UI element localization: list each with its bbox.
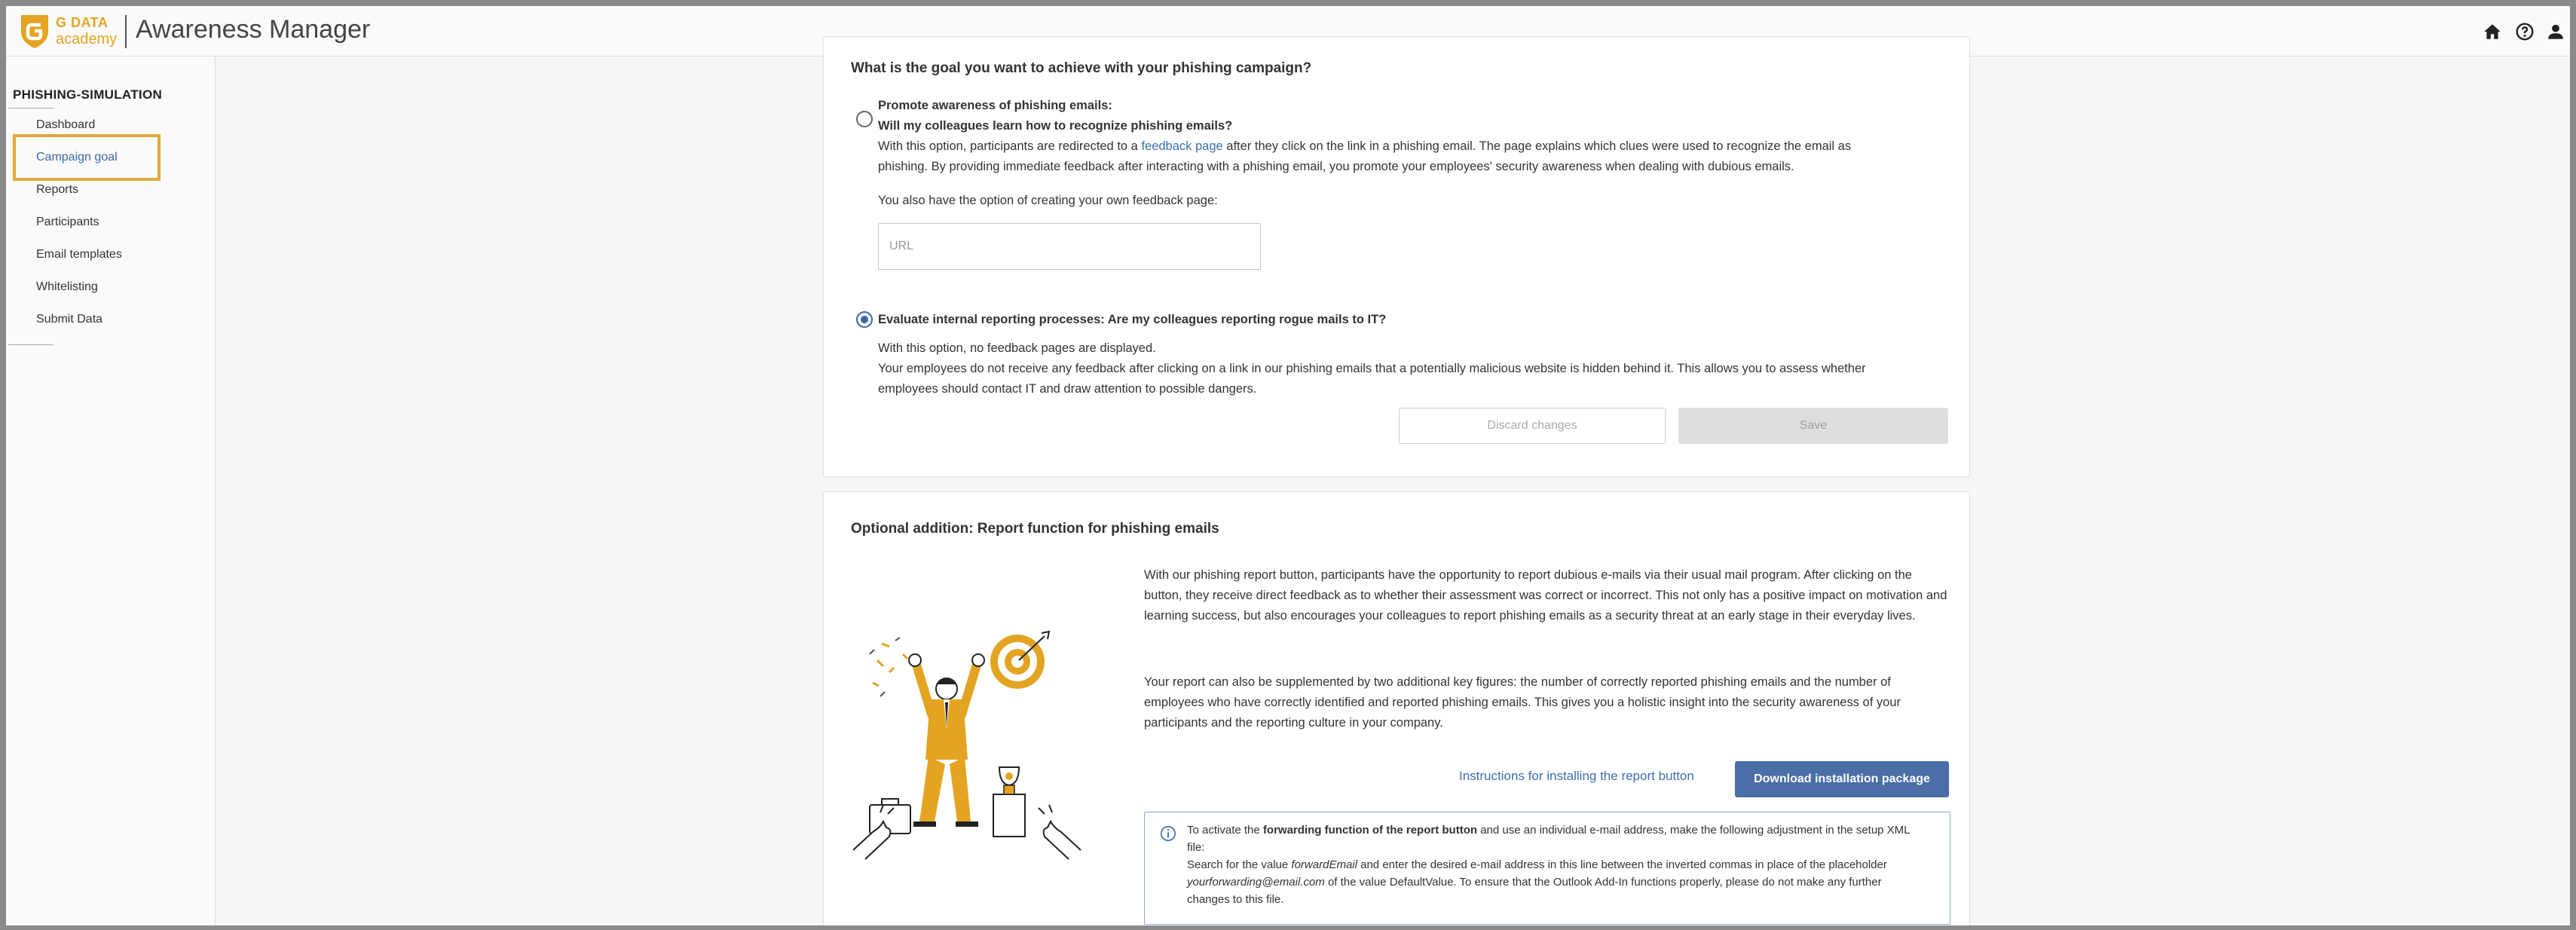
forwarding-info-text <box>1187 821 1911 908</box>
sidebar-section-title: PHISHING-SIMULATION <box>13 87 163 102</box>
feedback-page-link[interactable]: feedback page <box>1141 139 1223 153</box>
info-p1-a: To activate the <box>1187 824 1263 837</box>
info-p1-c: and use an individual e-mail address, make the following adjustment in the setup XML file: <box>1187 824 1910 854</box>
info-p2-e: of the value DefaultValue. To ensure that the Outlook Add-In functions properly, please do not make any further changes to this file. <box>1187 876 1882 906</box>
sidebar-item-email-templates[interactable]: Email templates <box>36 248 122 261</box>
sidebar-divider-bottom <box>8 344 54 345</box>
radio-evaluate-reporting[interactable] <box>856 311 873 328</box>
active-item-highlight <box>13 134 161 181</box>
sidebar <box>6 57 216 925</box>
report-heading: Optional addition: Report function for phishing emails <box>851 521 1219 537</box>
sidebar-item-whitelisting[interactable]: Whitelisting <box>36 280 98 293</box>
celebration-illustration <box>850 624 1084 865</box>
instructions-link[interactable]: Instructions for installing the report button <box>1459 769 1694 783</box>
download-installation-package-button[interactable]: Download installation package <box>1735 761 1949 797</box>
info-p2-b: forwardEmail <box>1291 858 1357 871</box>
goal-heading: What is the goal you want to achieve with your phishing campaign? <box>851 60 1312 76</box>
g-data-logo-icon <box>18 12 51 50</box>
logo-text-academy: academy <box>56 31 118 47</box>
forwarding-info-box <box>1144 812 1950 925</box>
save-button[interactable]: Save <box>1678 408 1948 444</box>
radio-promote-awareness[interactable] <box>856 111 873 127</box>
feedback-url-input[interactable] <box>878 223 1261 270</box>
option1-own-page-text: You also have the option of creating your own feedback page: <box>878 194 1218 207</box>
option2-desc-line2: Your employees do not receive any feedback after clicking on a link in our phishing emails that a potentially malicious website is hidden behind it. This allows you to assess whether employees should contact IT and draw attention to possible dangers. <box>878 362 1866 396</box>
option2-title: Evaluate internal reporting processes: Are my colleagues reporting rogue mails to IT? <box>878 313 1387 326</box>
sidebar-divider-top <box>8 108 54 109</box>
g-data-logo[interactable] <box>18 11 118 51</box>
sidebar-item-dashboard[interactable]: Dashboard <box>36 118 96 131</box>
option1-title-line2: Will my colleagues learn how to recognize phishing emails? <box>878 119 1233 133</box>
sidebar-item-reports[interactable]: Reports <box>36 183 79 196</box>
option1-title-line1: Promote awareness of phishing emails: <box>878 99 1112 112</box>
logo-text-gdata: G DATA <box>56 15 109 30</box>
info-p2-a: Search for the value <box>1187 858 1292 871</box>
help-icon[interactable] <box>2515 22 2535 41</box>
option1-desc-after: after they click on the link in a phishing email. The page explains which clues were used to recognize the email as phishing. By providing immediate feedback after interacting with a phishing email, you promote your employees' security awareness when dealing with dubious emails. <box>878 139 1852 173</box>
user-icon[interactable] <box>2546 22 2565 41</box>
option1-description <box>878 136 1903 177</box>
sidebar-item-submit-data[interactable]: Submit Data <box>36 313 103 326</box>
info-icon <box>1160 825 1176 842</box>
home-icon[interactable] <box>2483 22 2502 41</box>
option1-desc-before: With this option, participants are redirected to a <box>878 139 1142 153</box>
info-p2-d: yourforwarding@email.com <box>1187 876 1325 889</box>
app-title: Awareness Manager <box>136 15 371 44</box>
report-paragraph-2: Your report can also be supplemented by two additional key figures: the number of correctly reported phishing emails and the number of employees who have correctly identified and reported phishing emails. This gives you a holistic insight into the security awareness of your participants and the reporting culture in your company. <box>1144 675 1901 730</box>
sidebar-item-participants[interactable]: Participants <box>36 216 99 228</box>
info-p1-b: forwarding function of the report button <box>1262 824 1478 837</box>
sidebar-item-campaign-goal[interactable]: Campaign goal <box>36 151 118 164</box>
info-p2-c: and enter the desired e-mail address in this line between the inverted commas in place of the placeholder <box>1357 858 1887 871</box>
option2-desc-line1: With this option, no feedback pages are displayed. <box>878 341 1156 355</box>
title-divider <box>125 15 127 48</box>
app-window <box>6 6 2570 925</box>
discard-changes-button[interactable]: Discard changes <box>1399 408 1666 444</box>
report-paragraph-1: With our phishing report button, participants have the opportunity to report dubious e-mails via their usual mail program. After clicking on the button, they receive direct feedback as to whether their assessment was correct or incorrect. This not only has a positive impact on motivation and learning success, but also encourages your colleagues to report phishing emails as a security threat at an early stage in their everyday lives. <box>1144 568 1947 623</box>
